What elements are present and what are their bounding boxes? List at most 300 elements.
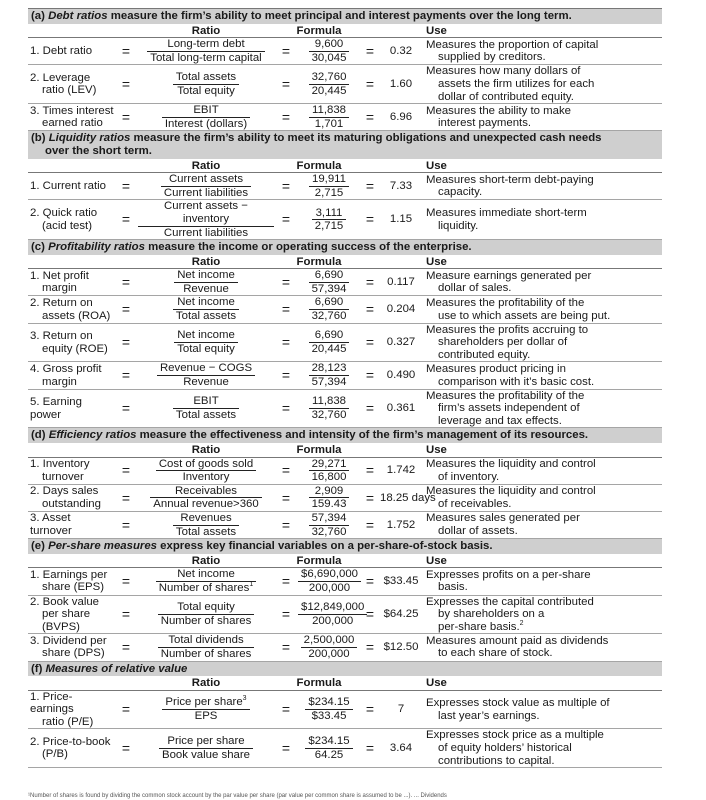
ratio-name-line: 3. Times interest	[30, 104, 114, 117]
denominator-text: Annual revenue>360	[153, 498, 259, 511]
formula-fraction	[309, 71, 350, 97]
formula-fraction	[309, 458, 350, 484]
section-term: Measures of relative value	[45, 662, 188, 675]
formula-fraction	[298, 568, 361, 594]
ratio-name	[28, 200, 116, 240]
ratio-name-line: 1. Current ratio	[30, 179, 106, 192]
ratio-row	[28, 200, 662, 240]
ratio-value: 0.117	[378, 269, 424, 296]
definition-numerator	[173, 512, 239, 526]
ratio-definition	[136, 200, 276, 240]
formula-fraction	[309, 38, 350, 64]
definition-numerator	[174, 329, 238, 343]
ratio-name	[28, 389, 116, 428]
section-title	[28, 539, 662, 554]
use-line: Measures the ability to make	[426, 104, 571, 117]
ratio-definition	[136, 104, 276, 131]
ratio-definition	[136, 568, 276, 595]
numerator-text: Revenues	[180, 511, 232, 524]
ratio-definition	[136, 269, 276, 296]
ratio-row	[28, 457, 662, 484]
definition-fraction	[173, 512, 239, 538]
ratio-definition	[136, 362, 276, 389]
formula-fraction	[309, 329, 350, 355]
use-line: Expresses profits on a per-share	[426, 568, 591, 581]
ratio-definition	[136, 457, 276, 484]
definition-fraction	[150, 485, 261, 511]
formula-denominator: 200,000	[308, 581, 351, 594]
section-title	[28, 131, 662, 159]
definition-numerator	[161, 173, 251, 187]
definition-fraction	[174, 269, 238, 295]
formula-values	[296, 511, 362, 538]
definition-denominator	[173, 310, 239, 323]
definition-numerator	[173, 296, 239, 310]
formula-denominator: 64.25	[314, 748, 344, 761]
formula-denominator: 20,445	[311, 84, 347, 97]
ratio-row	[28, 323, 662, 362]
blank-cell	[28, 24, 116, 38]
formula-values	[296, 568, 362, 595]
ratio-use	[424, 511, 662, 538]
footnote-marker: 2	[519, 619, 524, 627]
formula-values	[296, 729, 362, 768]
ratio-use	[424, 690, 662, 729]
equals-sign: =	[116, 729, 136, 768]
ratio-value: $64.25	[378, 595, 424, 634]
ratio-name-line: (P/B)	[42, 748, 68, 761]
ratio-name	[28, 568, 116, 595]
ratio-name	[28, 484, 116, 511]
formula-denominator: 32,760	[311, 310, 347, 323]
blank-cell	[378, 255, 424, 269]
equals-sign: =	[116, 511, 136, 538]
definition-numerator	[162, 696, 249, 710]
section-description: measure the firm’s ability to meet its maturing obligations and unexpected cash needs	[130, 132, 602, 145]
equals-sign: =	[276, 729, 296, 768]
formula-numerator: 6,690	[309, 296, 350, 310]
numerator-text: Net income	[177, 269, 235, 282]
equals-sign: =	[276, 634, 296, 661]
formula-numerator: $6,690,000	[298, 568, 361, 582]
equals-sign: =	[276, 389, 296, 428]
use-line: Measures amount paid as dividends	[426, 634, 609, 647]
use-line: Measures the liquidity and control	[426, 485, 596, 498]
blank-cell	[28, 554, 116, 568]
definition-denominator	[157, 376, 255, 389]
definition-numerator	[157, 362, 255, 376]
formula-fraction	[305, 696, 352, 722]
formula-values	[296, 38, 362, 65]
equals-sign: =	[276, 104, 296, 131]
ratio-value: 0.204	[378, 296, 424, 323]
definition-denominator	[173, 526, 239, 539]
formula-values	[296, 690, 362, 729]
ratio-definition	[136, 296, 276, 323]
ratio-row	[28, 568, 662, 595]
section-lead: (f)	[31, 662, 46, 675]
numerator-text: Total equity	[177, 601, 235, 614]
section-description: measure the income or operating success of the enterprise.	[144, 241, 472, 254]
formula-denominator: 57,394	[311, 376, 347, 389]
definition-numerator	[162, 104, 250, 118]
formula-denominator: 30,045	[311, 51, 347, 64]
ratio-name	[28, 296, 116, 323]
ratio-name	[28, 511, 116, 538]
ratio-name	[28, 269, 116, 296]
ratio-name-line: (BVPS)	[42, 620, 80, 633]
formula-values	[296, 173, 362, 200]
denominator-text: Total equity	[177, 343, 235, 356]
ratio-row	[28, 362, 662, 389]
section-term: Efficiency ratios	[48, 429, 137, 442]
definition-denominator	[138, 227, 274, 240]
ratio-use	[424, 296, 662, 323]
numerator-text: Net income	[177, 329, 235, 342]
section-header-f	[28, 661, 662, 676]
numerator-text: Revenue − COGS	[159, 362, 253, 375]
use-line: per-share basis.$^2$	[438, 619, 524, 633]
blank-cell	[116, 24, 136, 38]
equals-sign: =	[362, 104, 378, 131]
ratio-name-line: 2. Return on	[30, 296, 93, 309]
use-line: to each share of stock.	[438, 647, 553, 660]
ratio-use	[424, 362, 662, 389]
formula-fraction	[309, 269, 350, 295]
definition-fraction	[159, 735, 253, 761]
equals-sign: =	[116, 568, 136, 595]
equals-sign: =	[362, 200, 378, 240]
definition-fraction	[156, 568, 256, 594]
equals-sign: =	[116, 65, 136, 104]
use-line: liquidity.	[438, 219, 479, 232]
use-line: by shareholders on a	[438, 608, 545, 621]
header-formula: Formula	[276, 159, 362, 173]
use-line: Expresses the capital contributed	[426, 595, 594, 608]
denominator-text: Number of shares	[160, 647, 252, 660]
ratio-name-line: 2. Quick ratio	[30, 207, 98, 220]
blank-cell	[378, 443, 424, 457]
ratio-name-line: 1. Earnings per	[30, 568, 108, 581]
ratio-name-line: share (DPS)	[42, 647, 105, 660]
section-header-d	[28, 428, 662, 443]
ratio-name-line: 2. Leverage	[30, 71, 91, 84]
section-lead: (a)	[31, 10, 49, 22]
equals-sign: =	[362, 38, 378, 65]
header-ratio: Ratio	[136, 24, 276, 38]
definition-numerator	[174, 269, 238, 283]
definition-fraction	[147, 38, 264, 64]
section-description: measure the firm’s ability to meet principal and interest payments over the long term.	[107, 10, 572, 22]
formula-numerator: 6,690	[309, 269, 350, 283]
formula-numerator: 9,600	[309, 38, 350, 52]
ratio-value: 7.33	[378, 173, 424, 200]
definition-numerator	[138, 200, 274, 226]
equals-sign: =	[362, 511, 378, 538]
header-use: Use	[424, 24, 662, 38]
use-line: Measures the profitability of the	[426, 389, 585, 402]
use-line: dollar of sales.	[438, 282, 512, 295]
blank-cell	[378, 676, 424, 690]
definition-denominator	[174, 283, 238, 296]
column-header-row	[28, 554, 662, 568]
ratio-use	[424, 389, 662, 428]
denominator-text: Total assets	[175, 525, 237, 538]
section-title	[28, 428, 662, 443]
equals-sign: =	[276, 457, 296, 484]
denominator-text: Inventory	[182, 471, 230, 484]
ratio-use	[424, 568, 662, 595]
definition-numerator	[156, 568, 256, 582]
equals-sign: =	[362, 362, 378, 389]
formula-numerator: 2,500,000	[301, 634, 358, 648]
formula-denominator: 32,760	[311, 409, 347, 422]
section-description: measure the effectiveness and intensity of the firm’s management of its resources.	[136, 429, 589, 442]
header-formula: Formula	[276, 443, 362, 457]
use-line: of equity holders’ historical	[438, 742, 572, 755]
blank-cell	[362, 24, 378, 38]
blank-cell	[362, 554, 378, 568]
use-line: Measures the profitability of the	[426, 296, 585, 309]
definition-numerator	[158, 601, 255, 615]
definition-denominator	[159, 749, 253, 762]
column-header-row	[28, 676, 662, 690]
use-line: Measures the proportion of capital	[426, 38, 599, 51]
ratio-name	[28, 595, 116, 634]
formula-numerator: 32,760	[309, 71, 350, 85]
ratio-row	[28, 38, 662, 65]
header-formula: Formula	[276, 255, 362, 269]
equals-sign: =	[116, 595, 136, 634]
denominator-text: Interest (dollars)	[164, 117, 248, 130]
use-line: Measures the profits accruing to	[426, 323, 589, 336]
numerator-text: Long-term debt	[167, 38, 245, 51]
blank-cell	[116, 443, 136, 457]
definition-numerator	[173, 395, 239, 409]
formula-fraction	[301, 634, 358, 660]
definition-denominator	[173, 409, 239, 422]
blank-cell	[28, 443, 116, 457]
ratio-use	[424, 269, 662, 296]
formula-numerator: 29,271	[309, 458, 350, 472]
equals-sign: =	[116, 389, 136, 428]
ratio-definition	[136, 634, 276, 661]
denominator-text: Total equity	[177, 84, 235, 97]
equals-sign: =	[362, 323, 378, 362]
ratio-definition	[136, 729, 276, 768]
formula-fraction	[309, 512, 350, 538]
ratio-row	[28, 690, 662, 729]
ratio-row	[28, 729, 662, 768]
ratio-definition	[136, 65, 276, 104]
column-header-row	[28, 24, 662, 38]
ratio-name-line: 1. Inventory	[30, 458, 90, 471]
section-title	[28, 240, 662, 255]
equals-sign: =	[276, 595, 296, 634]
equals-sign: =	[276, 65, 296, 104]
definition-denominator	[158, 648, 255, 661]
ratio-name	[28, 323, 116, 362]
use-line: Measures the liquidity and control	[426, 458, 596, 471]
equals-sign: =	[116, 457, 136, 484]
blank-cell	[116, 676, 136, 690]
use-line: capacity.	[438, 186, 483, 199]
ratio-name	[28, 38, 116, 65]
ratio-name-line: 3. Return on	[30, 329, 93, 342]
ratio-name-line: per share	[42, 608, 91, 621]
definition-numerator	[173, 71, 239, 85]
formula-denominator: 200,000	[308, 647, 350, 660]
definition-numerator	[156, 458, 256, 472]
formula-values	[296, 296, 362, 323]
ratio-row	[28, 269, 662, 296]
section-lead: (c)	[31, 241, 49, 254]
denominator-text: Number of shares	[160, 614, 252, 627]
definition-fraction	[174, 329, 238, 355]
section-lead: (b)	[31, 132, 49, 145]
equals-sign: =	[362, 389, 378, 428]
header-use: Use	[424, 554, 662, 568]
ratio-name-line: 2. Book value	[30, 595, 100, 608]
ratio-value: 0.361	[378, 389, 424, 428]
use-line: of inventory.	[438, 470, 500, 483]
ratio-use	[424, 634, 662, 661]
equals-sign: =	[276, 568, 296, 595]
ratio-use	[424, 65, 662, 104]
ratio-definition	[136, 38, 276, 65]
section-term: Per-share measures	[48, 540, 158, 553]
equals-sign: =	[362, 269, 378, 296]
header-formula: Formula	[276, 24, 362, 38]
financial-ratios-table	[28, 8, 662, 768]
formula-denominator: 1,701	[314, 117, 344, 130]
section-term: Profitability ratios	[48, 241, 145, 254]
definition-numerator	[158, 634, 255, 648]
ratio-name-line: 1. Net profit	[30, 269, 89, 282]
use-line: shareholders per dollar of	[438, 336, 568, 349]
use-line: Measures short-term debt-paying	[426, 173, 594, 186]
section-header-c	[28, 240, 662, 255]
definition-fraction	[158, 634, 255, 660]
ratio-name-line: assets (ROA)	[42, 309, 111, 322]
definition-denominator	[173, 85, 239, 98]
use-line: dollar of assets.	[438, 525, 518, 538]
ratio-value: $12.50	[378, 634, 424, 661]
ratio-use	[424, 323, 662, 362]
denominator-text: Revenue	[183, 376, 229, 389]
denominator-text: Revenue	[183, 282, 229, 295]
use-line: Expresses stock price as a multiple	[426, 729, 604, 742]
header-use: Use	[424, 676, 662, 690]
definition-numerator	[150, 485, 261, 499]
definition-fraction	[162, 104, 250, 130]
use-line: of receivables.	[438, 497, 512, 510]
formula-values	[296, 269, 362, 296]
ratio-definition	[136, 389, 276, 428]
header-use: Use	[424, 443, 662, 457]
use-line: Measure earnings generated per	[426, 269, 592, 282]
blank-cell	[116, 159, 136, 173]
section-description: express key financial variables on a per-share-of-stock basis.	[157, 540, 493, 553]
definition-denominator	[161, 187, 251, 200]
formula-fraction	[309, 395, 350, 421]
equals-sign: =	[276, 484, 296, 511]
numerator-text: Net income	[177, 568, 235, 581]
ratio-name-line: share (EPS)	[42, 581, 105, 594]
header-ratio: Ratio	[136, 255, 276, 269]
equals-sign: =	[362, 457, 378, 484]
ratio-row	[28, 65, 662, 104]
ratio-name-line: margin	[42, 282, 77, 295]
formula-fraction	[305, 735, 352, 761]
ratio-value: 3.64	[378, 729, 424, 768]
definition-denominator	[162, 118, 250, 131]
ratio-definition	[136, 484, 276, 511]
numerator-text: Cost of goods sold	[158, 457, 254, 470]
blank-cell	[378, 554, 424, 568]
ratio-name-line: earned ratio	[42, 117, 103, 130]
ratio-name-line: turnover	[42, 470, 84, 483]
ratio-name-line: outstanding	[42, 497, 101, 510]
ratio-name-line: ratio (LEV)	[42, 84, 97, 97]
formula-denominator: 2,715	[314, 220, 344, 233]
ratio-use	[424, 595, 662, 634]
denominator-text: Total assets	[175, 409, 237, 422]
ratio-name-line: ratio (P/E)	[42, 715, 94, 728]
numerator-text: Total assets	[175, 71, 237, 84]
blank-cell	[116, 554, 136, 568]
ratio-use	[424, 484, 662, 511]
use-line: supplied by creditors.	[438, 51, 546, 64]
blank-cell	[362, 676, 378, 690]
numerator-text: EBIT	[193, 104, 219, 117]
formula-numerator: 2,909	[309, 485, 350, 499]
section-header-e	[28, 539, 662, 554]
footnote: ¹Number of shares is found by dividing the common stock account by the par value per share (par value per common share is assumed to be ...). ... Dividends	[28, 793, 447, 799]
blank-cell	[28, 676, 116, 690]
ratio-value: 1.742	[378, 457, 424, 484]
section-lead: (d)	[31, 429, 49, 442]
equals-sign: =	[276, 269, 296, 296]
definition-fraction	[157, 362, 255, 388]
numerator-text: Price per share	[165, 696, 243, 709]
equals-sign: =	[362, 173, 378, 200]
definition-fraction	[161, 173, 251, 199]
ratio-row	[28, 634, 662, 661]
ratio-use	[424, 104, 662, 131]
definition-denominator	[162, 710, 249, 723]
ratio-name-line: 4. Gross profit	[30, 362, 102, 375]
formula-fraction	[298, 601, 367, 627]
formula-numerator: 19,911	[309, 173, 349, 187]
ratio-name-line: 2. Price-to-book	[30, 735, 111, 748]
ratio-name	[28, 457, 116, 484]
ratio-value: 0.490	[378, 362, 424, 389]
ratio-value: 1.60	[378, 65, 424, 104]
equals-sign: =	[116, 362, 136, 389]
use-line: contributed equity.	[438, 348, 531, 361]
ratio-use	[424, 173, 662, 200]
formula-values	[296, 200, 362, 240]
section-header-a	[28, 9, 662, 24]
equals-sign: =	[276, 511, 296, 538]
formula-denominator: 57,394	[311, 282, 347, 295]
equals-sign: =	[362, 595, 378, 634]
formula-denominator: 200,000	[312, 614, 354, 627]
use-line: leverage and tax effects.	[438, 414, 562, 427]
use-line: Measures product pricing in	[426, 362, 566, 375]
definition-denominator	[156, 582, 256, 595]
